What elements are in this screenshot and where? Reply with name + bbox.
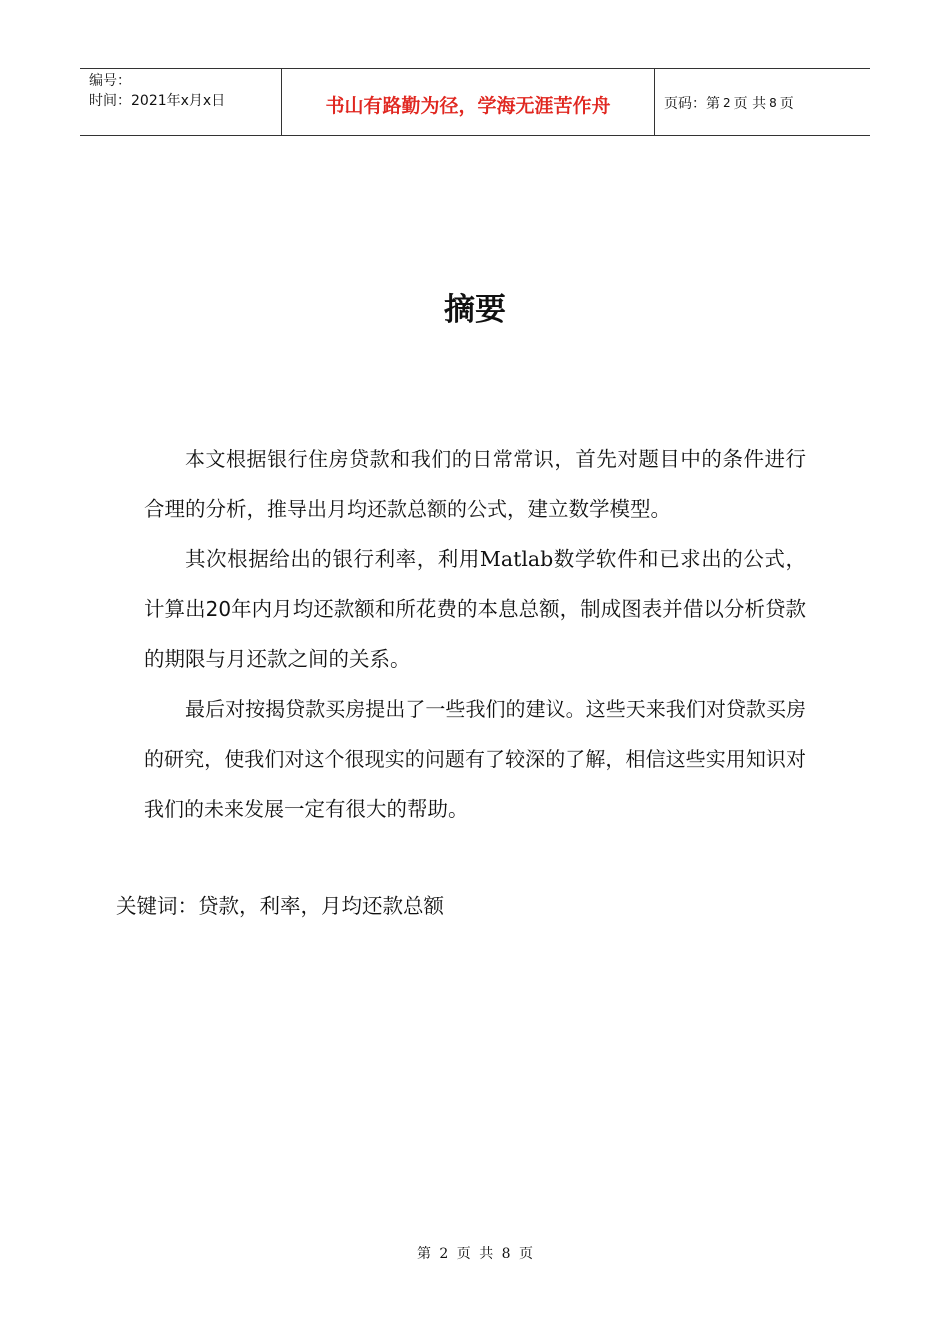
abstract-paragraph-1 bbox=[144, 434, 806, 534]
page-current: 2 bbox=[723, 96, 731, 110]
header-page-cell bbox=[655, 69, 870, 135]
header-motto: 书山有路勤为径，学海无涯苦作舟 bbox=[325, 94, 611, 117]
abstract-body bbox=[144, 434, 806, 834]
p2-segment-a: 其次根据给出的银行利率，利用Matlab数学软件和已求出的公式，计算出 bbox=[144, 547, 806, 621]
p1-segment-d: ，建立数学模型。 bbox=[507, 497, 671, 521]
p1-segment-b: ，首先对题目中的条件进行合理的分析， bbox=[144, 447, 807, 521]
p2-segment-c: 年内月均还款额和所花费的本息总额，制成图表并借以分析贷款的期限与月还款之间的关系。 bbox=[144, 597, 807, 671]
p2-segment-b: 20 bbox=[205, 597, 232, 621]
page-total: 8 bbox=[769, 96, 777, 110]
header-time-row bbox=[89, 91, 281, 111]
p3-segment-a: 最后对按揭贷款买房提出了一些我们的建议。这些天来我们对贷款买房的研究，使我们对这个很现实的问题有了较深的了解，相信这些实用知识对我们的未来发展 bbox=[144, 697, 806, 821]
keywords-line: 关键词：贷款，利率，月均还款总额 bbox=[116, 894, 444, 918]
p1-segment-a: 本文根据银行住房贷款和我们的日常常识 bbox=[185, 447, 555, 471]
document-header bbox=[80, 68, 870, 136]
number-label: 编号： bbox=[89, 73, 131, 89]
p1-segment-c: 推导出月均还款总额的公式 bbox=[267, 497, 507, 521]
page-prefix: 页码：第 bbox=[664, 96, 720, 112]
time-label: 时间： bbox=[89, 93, 131, 109]
page-middle: 页 共 bbox=[733, 96, 767, 112]
page-suffix: 页 bbox=[779, 96, 794, 112]
page-title: 摘要 bbox=[444, 292, 506, 328]
header-info-cell bbox=[80, 69, 282, 135]
time-value: 2021年x月x日 bbox=[131, 93, 226, 109]
abstract-paragraph-3 bbox=[144, 684, 806, 834]
p3-segment-b: 一定有很大的帮助。 bbox=[284, 797, 469, 821]
header-motto-cell bbox=[282, 69, 655, 135]
abstract-paragraph-2 bbox=[144, 534, 806, 684]
header-number-row bbox=[89, 71, 281, 91]
page-footer: 第 2 页 共 8 页 bbox=[416, 1246, 534, 1262]
